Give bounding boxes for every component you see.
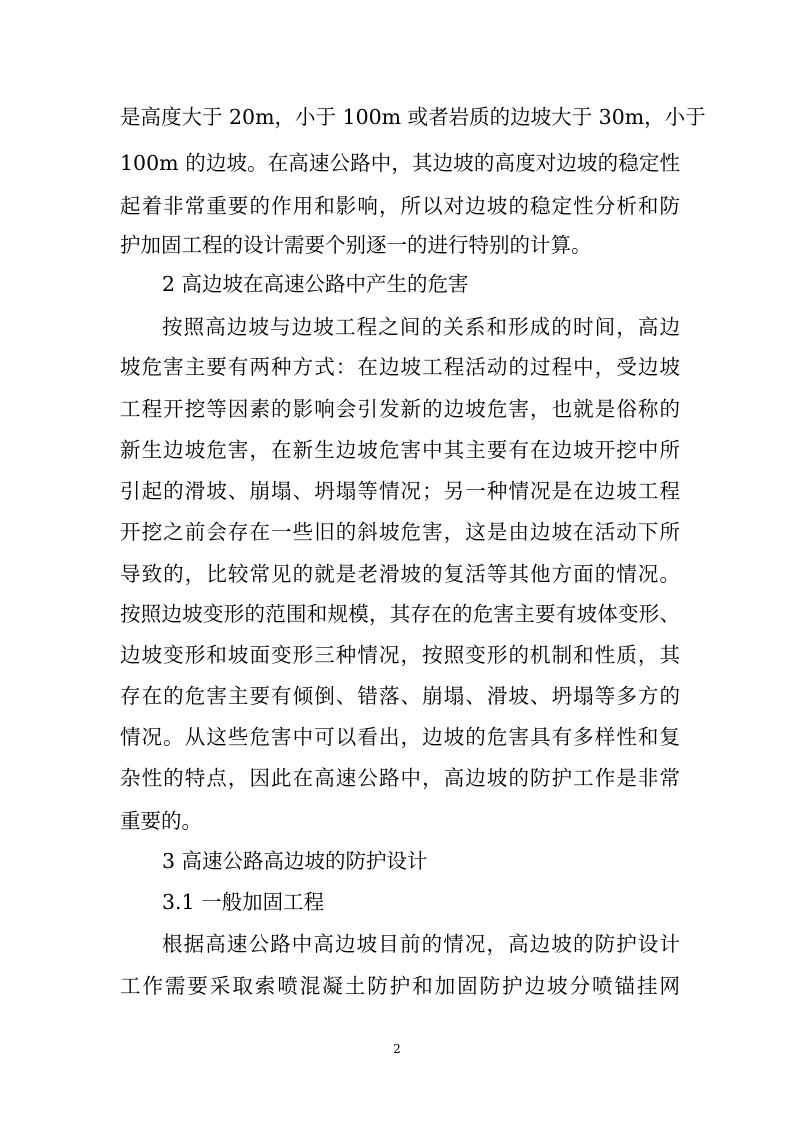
text-line: 新生边坡危害，在新生边坡危害中其主要有在边坡开挖中所 xyxy=(120,438,680,462)
text-line: 按照高边坡与边坡工程之间的关系和形成的时间，高边 xyxy=(162,315,680,339)
text-line: 护加固工程的设计需要个别逐一的进行特别的计算。 xyxy=(120,233,592,257)
text-line: 100m 的边坡。在高速公路中，其边坡的高度对边坡的稳定性 xyxy=(120,151,680,175)
text-line: 是高度大于 20m，小于 100m 或者岩质的边坡大于 30m，小于 xyxy=(120,105,706,129)
text-line: 杂性的特点，因此在高速公路中，高边坡的防护工作是非常 xyxy=(120,766,680,790)
section-heading: 3 高速公路高边坡的防护设计 xyxy=(162,849,428,873)
text-line: 存在的危害主要有倾倒、错落、崩塌、滑坡、坍塌等多方的 xyxy=(120,684,680,708)
text-line: 开挖之前会存在一些旧的斜坡危害，这是由边坡在活动下所 xyxy=(120,520,680,544)
text-line: 情况。从这些危害中可以看出，边坡的危害具有多样性和复 xyxy=(120,725,680,749)
text-line: 起着非常重要的作用和影响，所以对边坡的稳定性分析和防 xyxy=(120,194,680,218)
text-line: 边坡变形和坡面变形三种情况，按照变形的机制和性质，其 xyxy=(120,643,680,667)
section-heading: 2 高边坡在高速公路中产生的危害 xyxy=(162,272,469,296)
subsection-heading: 3.1 一般加固工程 xyxy=(162,890,325,914)
text-line: 坡危害主要有两种方式：在边坡工程活动的过程中，受边坡 xyxy=(120,355,680,379)
text-line: 引起的滑坡、崩塌、坍塌等情况；另一种情况是在边坡工程 xyxy=(120,479,680,503)
text-line: 根据高速公路中高边坡目前的情况，高边坡的防护设计 xyxy=(162,932,680,956)
page-number: 2 xyxy=(393,1042,401,1056)
text-line: 按照边坡变形的范围和规模，其存在的危害主要有坡体变形、 xyxy=(120,602,680,626)
text-line: 重要的。 xyxy=(120,809,202,833)
text-line: 工作需要采取索喷混凝土防护和加固防护边坡分喷锚挂网 xyxy=(120,974,680,998)
text-line: 导致的，比较常见的就是老滑坡的复活等其他方面的情况。 xyxy=(120,562,680,586)
text-line: 工程开挖等因素的影响会引发新的边坡危害，也就是俗称的 xyxy=(120,397,680,421)
